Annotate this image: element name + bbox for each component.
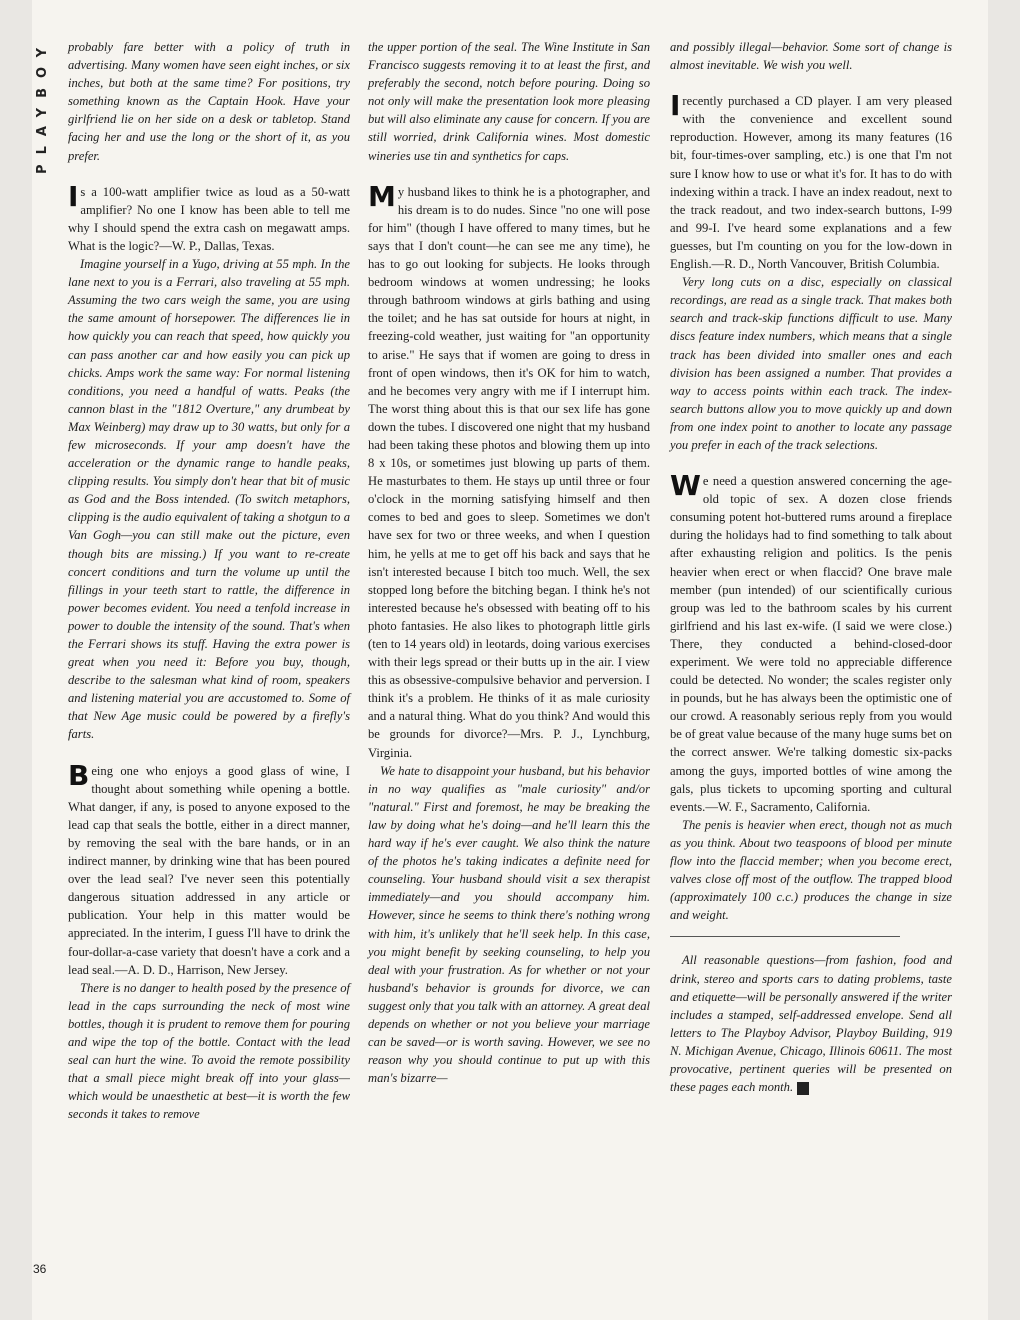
closing-note: All reasonable questions—from fashion, food and drink, stereo and sports cars to dating problems, taste and etiquette—will be personally answered if the writer includes a stamped, self-addressed envelope. Send all letters to The Playboy Advisor, Playboy Building, 919 N. Michigan Avenue, Chicago, Illinois 60611. The most provocative, pertinent queries will be presented on these pages each month. ❀ (670, 953, 952, 1095)
reader-question: Is a 100-watt amplifier twice as loud as a 50-watt amplifier? No one I know has been able to tell me why I should spend the extra cash on megawatt amps. What is the logic?—W. P., Dallas, Texas. (68, 179, 350, 253)
answer-continued: the upper portion of the seal. The Wine Institute in San Francisco suggests removing it to at least the first, and preferably the second, notch before pouring. Doing so not only will make the presentation look more pleasing but will also eliminate any cause for concern. If you are still worried, drink California wines. Most domestic wineries use tin and synthetics for caps. (368, 40, 650, 163)
answer-continued: and possibly illegal—behavior. Some sort of change is almost inevitable. We wish you well. (670, 40, 952, 73)
reader-question: We need a question answered concerning the age-old topic of sex. A dozen close friends consuming potent hot-buttered rums around a fireplace during the holidays had to find something to talk about after exhausting religion and politics. Is the penis heavier when erect or when flaccid? One brave male member (pun intended) of our scientifically curious group was led to the bathroom scales by his current girlfriend and his last ex-wife. (I said we were close.) There, they conducted a behind-closed-door experiment. We were told no appreciable difference could be detected. No wonder; the scales register only in pounds, but he has always been the optimistic one of our crowd. A reasonably serious reply from you would be of great value because of the many huge sums bet on the correct answer. We're talking domestic six-packs among the guys, imported bottles of wine among the gals, plus tickets to upcoming sporting and cultural events.—W. F., Sacramento, California. (670, 469, 952, 814)
drop-cap: I (670, 89, 681, 123)
reader-question: Being one who enjoys a good glass of wine, I thought about something while opening a bottle. What danger, if any, is posed to anyone exposed to the lead cap that seals the bottle, either in a direct manner, by removing the seal with the bare hands, or in an indirect manner, by drinking wine that has been poured over the lead seal? I've never seen this potentially dangerous situation addressed in any article or publication. Your help in this matter would be appreciated. In the interim, I guess I'll have to drink the four-dollar-a-case variety that doesn't have a cork and a lead seal.—A. D. D., Harrison, New Jersey. (68, 758, 350, 977)
drop-cap: M (368, 179, 396, 213)
column-1 (68, 38, 350, 1123)
column-3 (670, 38, 952, 1096)
answer-continued: probably fare better with a policy of truth in advertising. Many women have seen eight inches, or six inches, but both at the same time? For positions, try something known as the Captain Hook. Have your girlfriend lie on her side on a desk or tabletop. Stand facing her and use the long or the short of it, as you prefer. (68, 40, 350, 163)
playboy-end-mark-icon: ❀ (797, 1082, 809, 1095)
advisor-answer: The penis is heavier when erect, though not as much as you think. About two teaspoons of blood per minute flow into the flaccid member; when you become erect, valves close off most of the outflow. The trapped blood (approximately 100 c.c.) produces the change in size and weight. (670, 817, 952, 923)
running-head: PLAYBOY (35, 38, 50, 174)
column-3-body (670, 38, 952, 924)
advisor-answer: We hate to disappoint your husband, but his behavior in no way qualifies as "male curiosity" and/or "natural." First and foremost, he may be breaking the law by doing what he's doing—and he'll learn this the hard way if he's ever caught. We also think the nature of the photos he's taking indicates a definite need for counseling. Your husband should visit a sex therapist immediately—and you should accompany him. However, since he seems to think there's nothing wrong with him, it's unlikely that he'll seek help. In this case, you might benefit by seeking counseling, to help you deal with your frustration. As for whether or not your husband's behavior is grounds for divorce, we can suggest only that you talk with an attorney. A great deal depends on whether or not you believe your marriage can be saved—or is worth saving. However, we see no reason why you should continue to put up with this man's bizarre— (368, 763, 650, 1086)
advisor-answer: Imagine yourself in a Yugo, driving at 55 mph. In the lane next to you is a Ferrari, also traveling at 55 mph. Assuming the two cars weigh the same, you are using the same amount of horsepower. The differences lie in how quickly you can reach that speed, how quickly you can pass another car and how easily you can pick up chicks. Amps work the same way: For normal listening conditions, you need a handful of watts. Peaks (the cannon blast in the "1812 Overture," any drumbeat by Max Weinberg) may draw up to 30 watts, but only for a few microseconds. If your amp doesn't have the acceleration or the dynamic range to handle peaks, clipping results. You simply don't hear that bit of music as God and the Boss intended. (To switch metaphors, clipping is the audio equivalent of taking a shotgun to a Van Gogh—you can still make out the picture, even though bits are missing.) If you want to re-create concert conditions and turn the volume up until the fillings in your teeth start to rattle, the difference in power becomes evident. You need a tenfold increase in power to double the intensity of the sound. That's when the Ferrari shows its stuff. Having the extra power is great when you need it: Before you buy, though, describe to the salesman what kind of room, speakers and listening material you are accustomed to. Some of that New Age music could be powered by a firefly's farts. (68, 257, 350, 742)
drop-cap: W (670, 469, 701, 503)
drop-cap: I (68, 179, 79, 213)
page-number: 36 (33, 1262, 47, 1276)
reader-question: I recently purchased a CD player. I am very pleased with the convenience and excellent sound reproduction. However, among its many features (16 bit, four-times-over sampling, etc.) is one that I'm not sure I know how to use or what it's for. It has to do with indexing within a track. I have an index readout, next to the track readout, and two index-search buttons, I-99 and 99-I. I've heard some explanations and a few guesses, but I'm counting on you for the low-down in English.—R. D., North Vancouver, British Columbia. (670, 89, 952, 272)
drop-cap: B (68, 758, 90, 792)
advisor-answer: Very long cuts on a disc, especially on classical recordings, are read as a single track. That makes both search and track-skip functions difficult to use. Many discs feature index numbers, which means that a single track has been divided into smaller ones and each division has been assigned a number. That provides a way to access points within each track. The index-search buttons allow you to move quickly up and down from one index point to another to locate any passage you prefer in each of the track selections. (670, 275, 952, 452)
column-2 (368, 38, 650, 1087)
reader-question: My husband likes to think he is a photographer, and his dream is to do nudes. Since "no one will pose for him" (though I have offered to many times, but he says that I don't count—he can see me any time), he has to go out looking for subjects. He looks through bedroom windows at women undressing; he looks through bathroom windows at girls bathing and using the toilet; and he has sat outside for hours at night, in freezing-cold weather, just waiting for "an opportunity to arise." He says that if women are going to dress in front of open windows, then it's OK for him to watch, and he becomes very angry with me if I interrupt him. The worst thing about this is that our sex life has gone down the tubes. I discovered one night that my husband had been taking these photos and blowing them up into 8 x 10s, or sometimes just blowing up parts of them. He masturbates to them. He stays up until three or four o'clock in the morning satisfying himself and then comes to bed and goes to sleep. Sometimes we don't have sex for two or three weeks, and when I question him, he yells at me to get off his back and says that he isn't interested because I bitch too much. Well, the sex stopped long before the bitching began. I think he's not interested because he's obsessed with beating off to his photo fantasies. He also likes to photograph little girls (ten to 14 years old) in leotards, doing various exercises with their legs spread or their butts up in the air. I view this as obsessive-compulsive behavior and perversion. I think it's a problem. He thinks of it as male curiosity and a natural thing. What do you think? And would this be grounds for divorce?—Mrs. P. J., Lynchburg, Virginia. (368, 179, 650, 760)
section-divider (670, 936, 900, 937)
advisor-answer: There is no danger to health posed by the presence of lead in the caps surrounding the neck of most wine bottles, though it is prudent to remove them for pouring and wipe the top of the bottle. Contact with the lead seal can hurt the wine. To avoid the remote possibility that a small piece might break off into your glass—which would be unaesthetic at best—it is worth the few seconds it takes to remove (68, 980, 350, 1122)
